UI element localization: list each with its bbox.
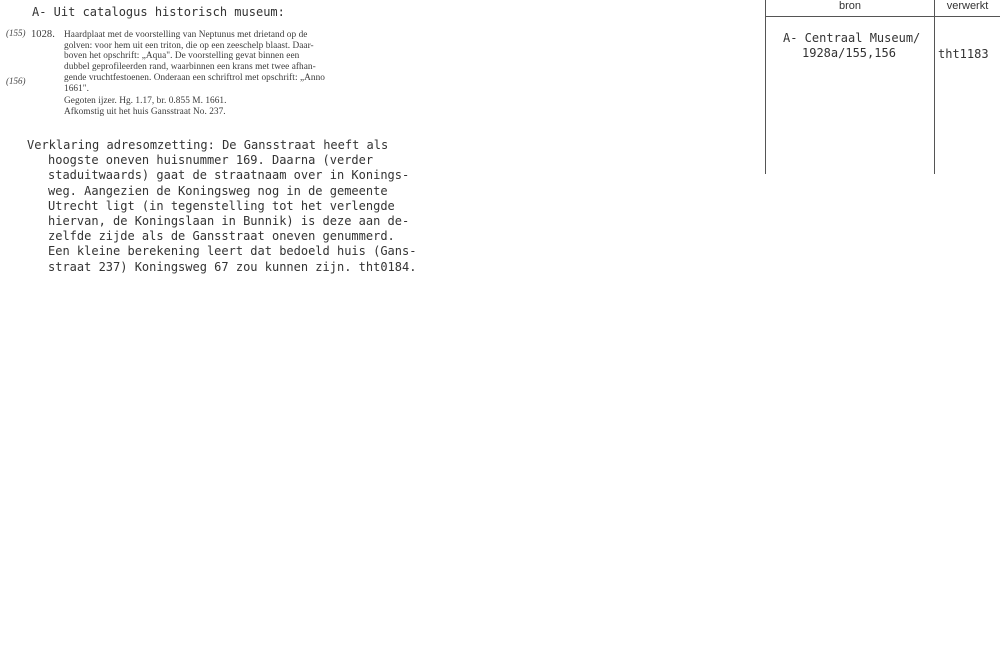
explanation-line: Verklaring adresomzetting: De Gansstraat heeft als — [27, 138, 389, 152]
source-line: 1928a/155,156 — [802, 46, 896, 60]
catalog-line: dubbel geprofileerden rand, waarbinnen een krans met twee afhan- — [64, 62, 316, 73]
address-explanation — [27, 138, 416, 275]
catalog-line: 1661". — [64, 83, 90, 94]
catalog-entry-text — [64, 30, 325, 118]
catalog-line: Haardplaat met de voorstelling van Neptunus met drietand op de — [64, 30, 308, 40]
catalog-line: golven: voor hem uit een triton, die op een zeeschelp blaast. Daar- — [64, 40, 314, 51]
catalog-line: Gegoten ijzer. Hg. 1.17, br. 0.855 M. 1661. — [64, 96, 227, 107]
document-heading: A- Uit catalogus historisch museum: — [32, 5, 285, 19]
explanation-line: zelfde zijde als de Gansstraat oneven genummerd. — [48, 229, 395, 244]
processed-cell: tht1183 — [938, 47, 989, 61]
table-header-rule — [765, 16, 1000, 17]
margin-note-156: (156) — [6, 76, 26, 86]
catalog-entry-number: 1028. — [31, 29, 55, 40]
explanation-line: hoogste oneven huisnummer 169. Daarna (verder — [48, 153, 374, 168]
explanation-line: staduitwaards) gaat de straatnaam over in Konings- — [48, 168, 410, 183]
source-cell — [783, 31, 920, 61]
column-header-verwerkt: verwerkt — [946, 0, 989, 12]
explanation-line: hiervan, de Koningslaan in Bunnik) is deze aan de- — [48, 214, 410, 229]
table-column-divider — [934, 0, 935, 174]
margin-note-155: (155) — [6, 28, 26, 38]
source-line: A- Centraal Museum/ — [783, 31, 921, 45]
column-header-bron: bron — [838, 0, 862, 12]
explanation-line: Een kleine berekening leert dat bedoeld huis (Gans- — [48, 244, 417, 259]
explanation-line: Utrecht ligt (in tegenstelling tot het verlengde — [48, 198, 395, 213]
catalog-line: gende vruchtfestoenen. Onderaan een schriftrol met opschrift: „Anno — [64, 72, 325, 83]
catalog-line: boven het opschrift: „Aqua". De voorstelling gevat binnen een — [64, 51, 300, 62]
table-left-rule — [765, 0, 766, 174]
explanation-line: straat 237) Koningsweg 67 zou kunnen zijn. tht0184. — [48, 259, 417, 274]
explanation-line: weg. Aangezien de Koningsweg nog in de gemeente — [48, 183, 388, 198]
catalog-line: Afkomstig uit het huis Gansstraat No. 237. — [64, 106, 226, 117]
